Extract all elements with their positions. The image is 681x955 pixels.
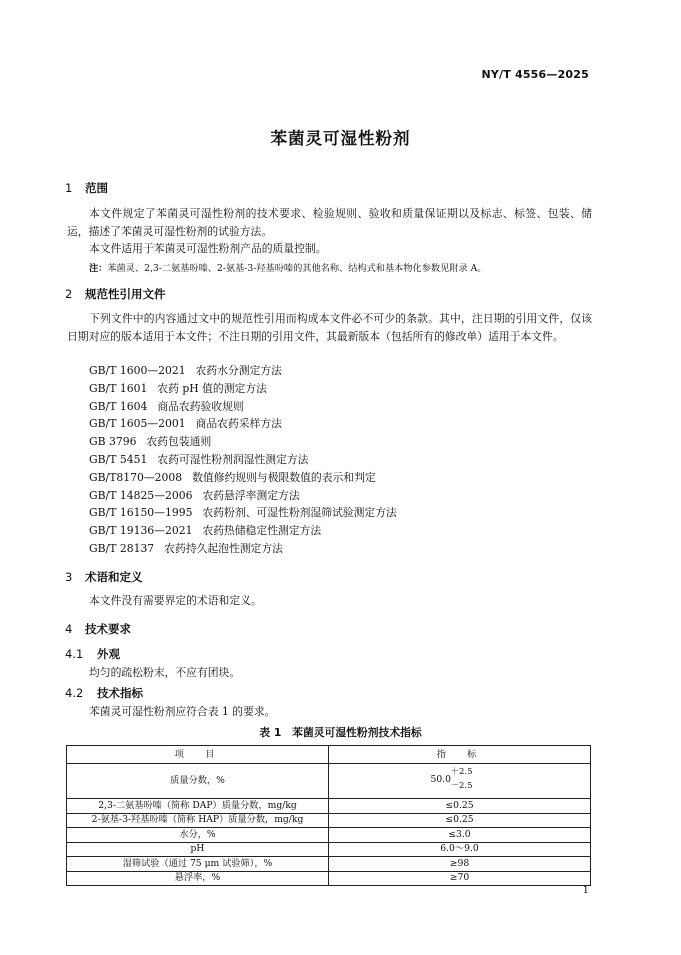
section-3-heading [65, 569, 143, 585]
section-2-paragraph: 下列文件中的内容通过文中的规范性引用而构成本文件必不可少的条款。其中，注日期的引用文件，仅该日期对应的版本适用于本文件；不注日期的引用文件，其最新版本（包括所有的修改单）适用于本文件。 [67, 312, 592, 343]
reference-title: 农药持久起泡性测定方法 [164, 542, 283, 555]
reference-item [89, 416, 282, 431]
row-value: ≤0.25 [329, 799, 591, 814]
table-row [67, 857, 591, 872]
section-title: 术语和定义 [85, 570, 143, 584]
header-value: 指 标 [329, 746, 591, 764]
row-item: 2-氨基-3-羟基吩嗪（简称 HAP）质量分数，mg/kg [67, 813, 329, 828]
reference-title: 农药 pH 值的测定方法 [157, 381, 267, 395]
reference-code: GB/T 28137 [89, 542, 155, 555]
section-title: 规范性引用文件 [85, 287, 166, 301]
row-item: 质量分数，% [67, 764, 329, 799]
reference-item [89, 523, 321, 538]
reference-title: 农药可湿性粉剂润湿性测定方法 [157, 453, 309, 466]
row-value: ≥98 [329, 857, 591, 872]
reference-title: 农药水分测定方法 [195, 364, 282, 377]
page-number: 1 [582, 885, 589, 896]
table-caption: 表 1 苯菌灵可湿性粉剂技术指标 [259, 726, 422, 739]
table-row [67, 799, 591, 814]
row-item: 水分，% [67, 828, 329, 843]
row-item: pH [67, 842, 329, 857]
reference-item [89, 505, 397, 520]
section-number: 1 [65, 181, 73, 195]
table-row [67, 764, 591, 799]
reference-item [89, 399, 244, 414]
row-value: ≤0.25 [329, 813, 591, 828]
reference-title: 数值修约规则与极限数值的表示和判定 [192, 470, 376, 484]
reference-code: GB/T8170—2008 [89, 470, 183, 484]
section-4-1-paragraph: 均匀的疏松粉末，不应有团块。 [89, 666, 241, 679]
section-4-1-heading [65, 646, 120, 662]
base-value: 50.0 [430, 774, 451, 785]
section-4-2-paragraph: 苯菌灵可湿性粉剂应符合表 1 的要求。 [89, 705, 276, 718]
row-value: ≥70 [329, 871, 591, 886]
section-2-heading [65, 286, 166, 302]
reference-code: GB 3796 [89, 435, 137, 449]
reference-code: GB/T 5451 [89, 453, 148, 466]
table-header-row [67, 746, 591, 764]
reference-code: GB/T 19136—2021 [89, 524, 193, 538]
reference-title: 商品农药验收规则 [157, 399, 244, 413]
row-item: 湿筛试验（通过 75 μm 试验筛），% [67, 857, 329, 872]
lower-tolerance: －2.5 [450, 781, 473, 791]
reference-code: GB/T 14825—2006 [89, 488, 193, 502]
row-value [329, 764, 591, 799]
table-row [67, 828, 591, 843]
row-value: ≤3.0 [329, 828, 591, 843]
table-row [67, 813, 591, 828]
section-1-paragraph-2: 本文件适用于苯菌灵可湿性粉剂产品的质量控制。 [89, 242, 327, 255]
reference-item [89, 488, 300, 503]
table-row [67, 871, 591, 886]
reference-title: 商品农药采样方法 [195, 417, 282, 431]
note-label: 注： [89, 263, 108, 274]
row-value: 6.0～9.0 [329, 842, 591, 857]
section-number: 4.1 [65, 647, 84, 661]
section-1-heading [65, 180, 108, 196]
section-number: 4 [65, 622, 73, 636]
technical-spec-table [66, 745, 591, 886]
reference-item [89, 541, 283, 556]
reference-item [89, 452, 308, 467]
reference-item [89, 470, 376, 485]
standard-number: NY/T 4556—2025 [481, 68, 589, 81]
section-title: 技术要求 [85, 622, 131, 636]
section-number: 4.2 [65, 686, 84, 700]
table-row [67, 842, 591, 857]
reference-item [89, 381, 267, 396]
section-4-heading [65, 621, 131, 637]
tolerance-value [425, 764, 495, 794]
reference-code: GB/T 1605—2001 [89, 417, 186, 431]
reference-title: 农药热储稳定性测定方法 [202, 524, 322, 538]
section-4-2-heading [65, 685, 143, 701]
header-item: 项 目 [67, 746, 329, 764]
section-1-note [89, 260, 486, 274]
section-title: 范围 [85, 181, 108, 195]
reference-title: 农药悬浮率测定方法 [202, 488, 300, 502]
reference-code: GB/T 1600—2021 [89, 364, 186, 377]
reference-title: 农药粉剂、可湿性粉剂湿筛试验测定方法 [202, 506, 397, 520]
row-item: 2,3-二氨基吩嗪（简称 DAP）质量分数，mg/kg [67, 799, 329, 814]
reference-title: 农药包装通则 [146, 435, 212, 449]
reference-code: GB/T 1601 [89, 381, 148, 395]
section-title: 技术指标 [97, 686, 143, 700]
section-1-paragraph-1: 本文件规定了苯菌灵可湿性粉剂的技术要求、检验规则、验收和质量保证期以及标志、标签、包装、储运，描述了苯菌灵可湿性粉剂的试验方法。 [67, 207, 592, 238]
reference-code: GB/T 16150—1995 [89, 506, 193, 520]
reference-code: GB/T 1604 [89, 399, 148, 413]
section-number: 3 [65, 570, 73, 584]
section-3-paragraph: 本文件没有需要界定的术语和定义。 [89, 594, 262, 607]
reference-item [89, 363, 282, 378]
reference-item [89, 434, 211, 449]
section-title: 外观 [97, 647, 120, 661]
row-item: 悬浮率，% [67, 871, 329, 886]
document-title: 苯菌灵可湿性粉剂 [270, 129, 411, 148]
section-number: 2 [65, 287, 73, 301]
note-text: 苯菌灵、2,3-二氨基吩嗪、2-氨基-3-羟基吩嗪的其他名称、结构式和基本物化参数见附录 A。 [107, 263, 487, 274]
upper-tolerance: ＋2.5 [450, 767, 473, 777]
